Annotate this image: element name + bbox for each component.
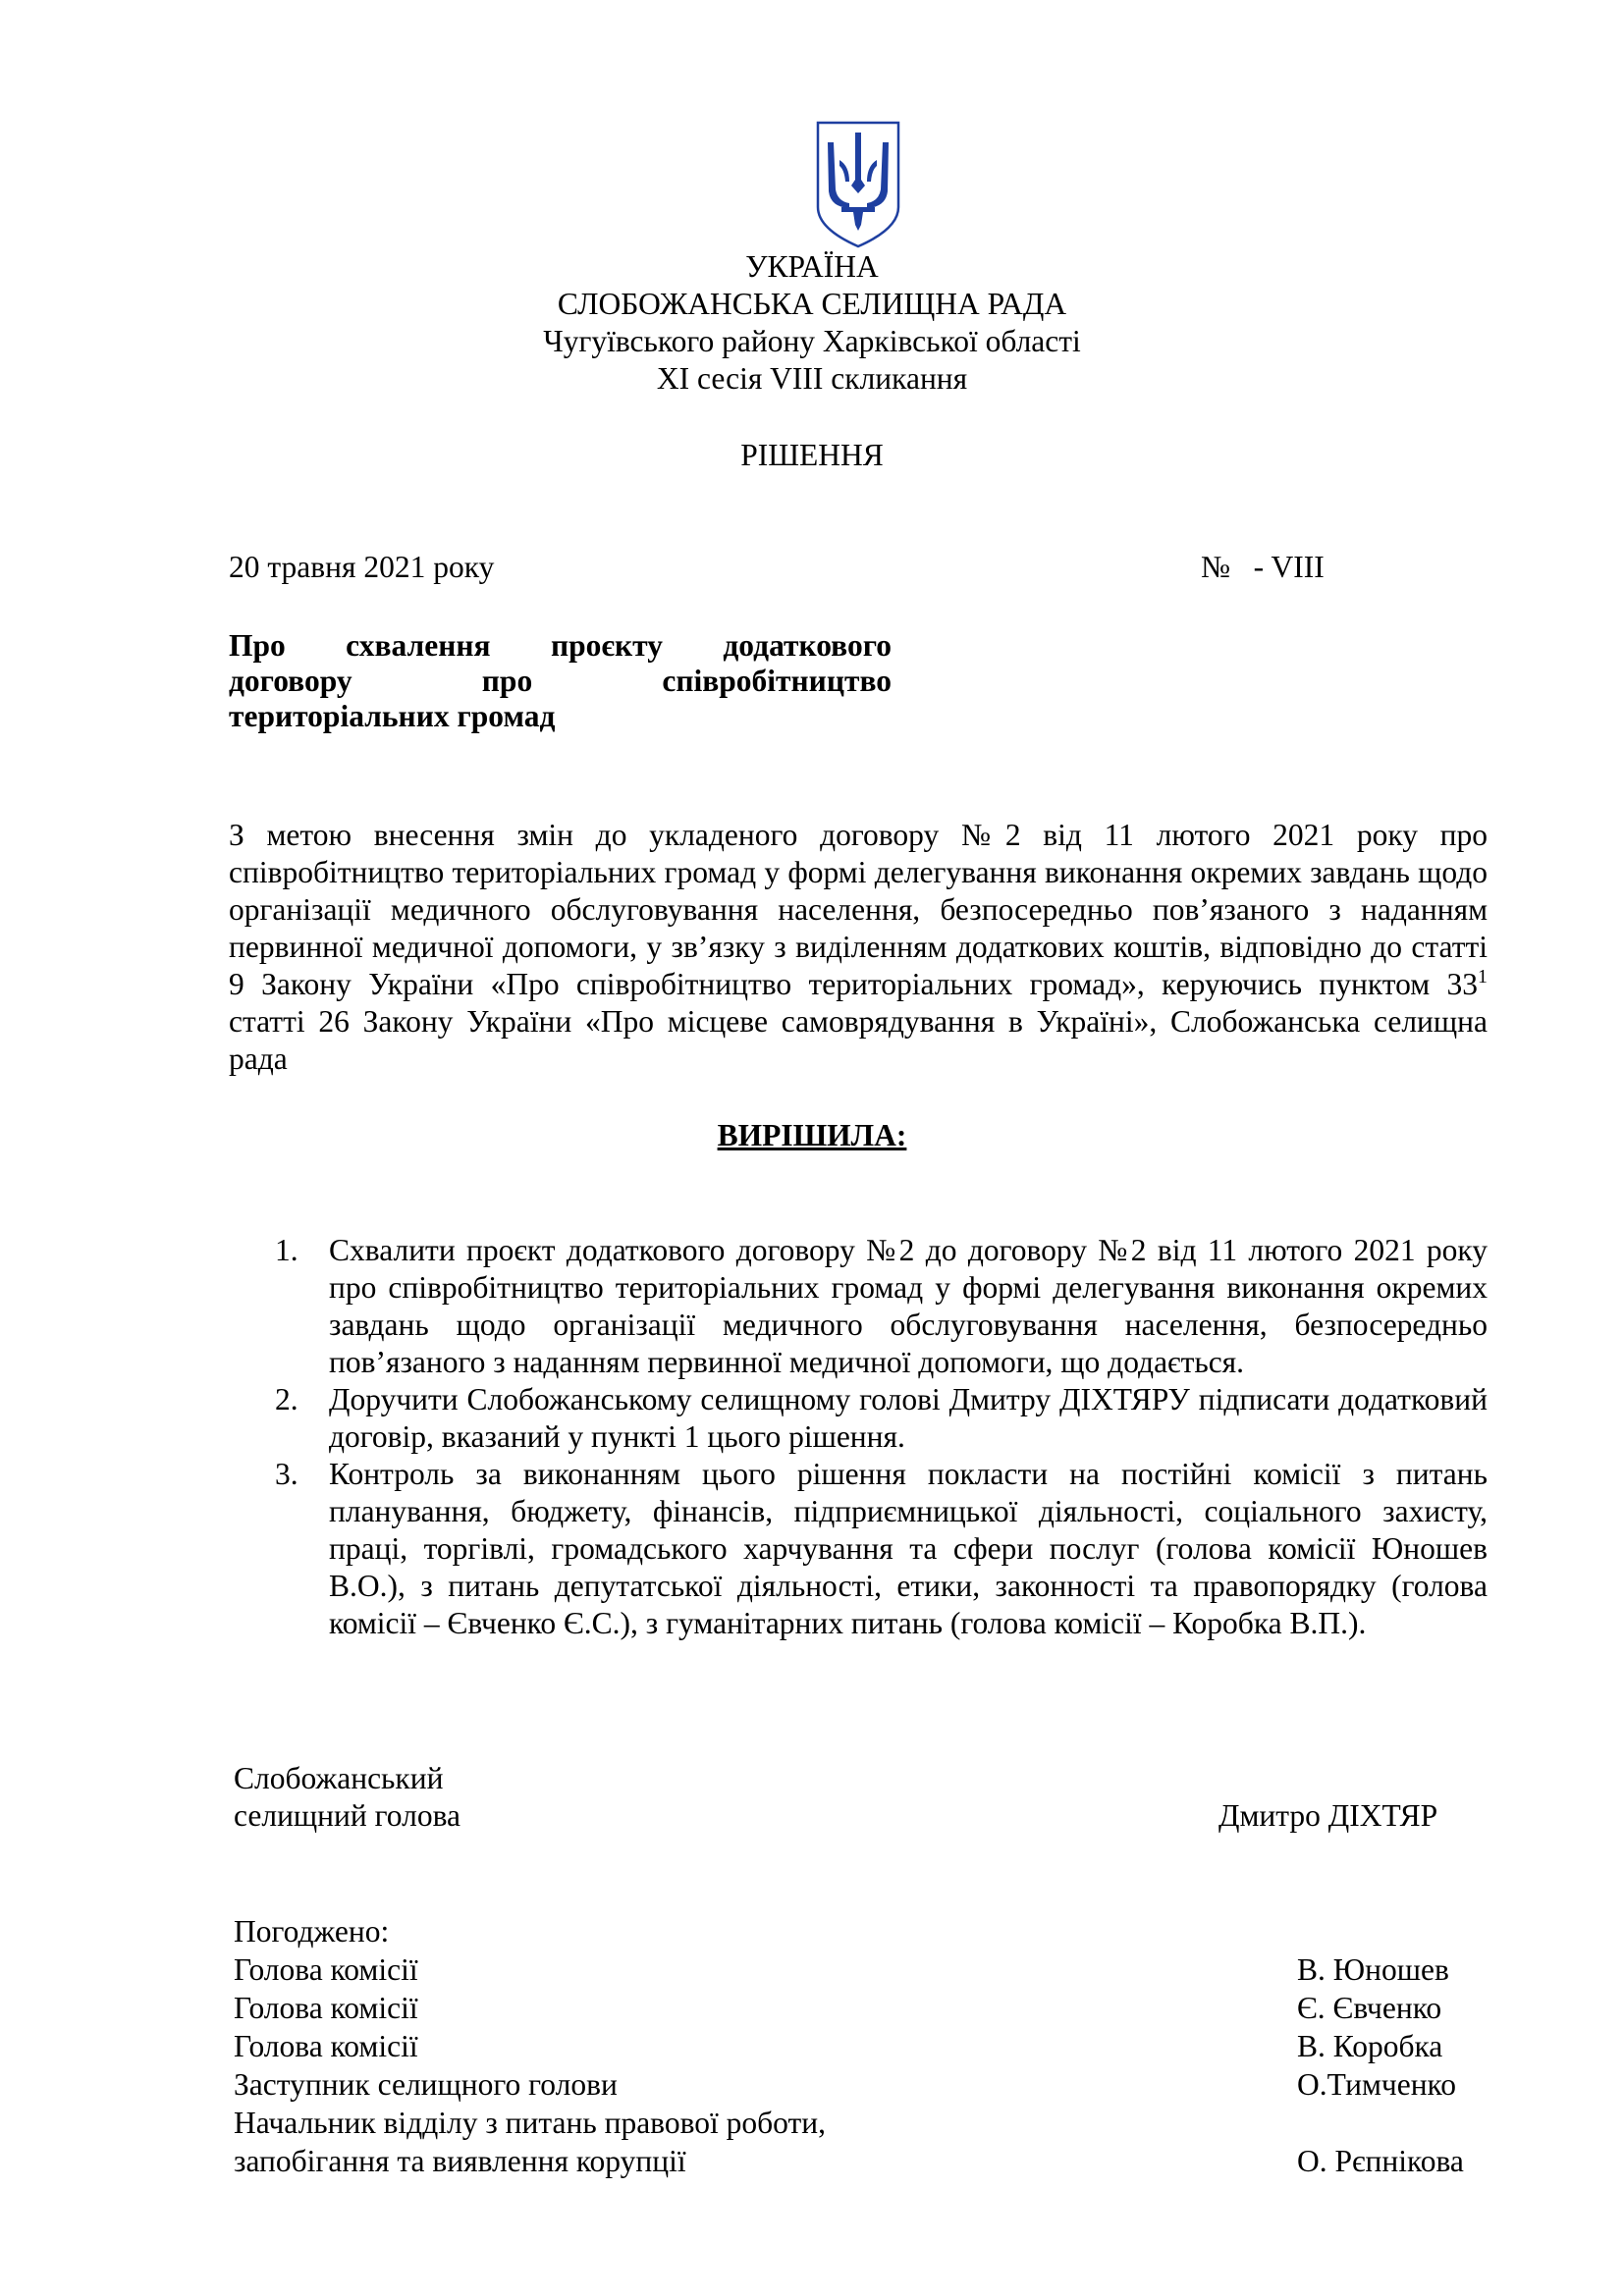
list-item: [275, 1232, 1488, 1381]
decision-subject: [229, 628, 892, 734]
preamble-paragraph: [229, 817, 1488, 1078]
document-header: [0, 248, 1624, 398]
approver-name: О.Тимченко: [1297, 2067, 1457, 2102]
item-number: 2.: [275, 1382, 298, 1416]
district-name: Чугуївського району Харківської області: [543, 324, 1081, 358]
approval-heading: Погоджено:: [234, 1914, 390, 1949]
approver-name: В. Юношев: [1297, 1952, 1449, 1987]
signatory-title-line: селищний голова: [234, 1798, 461, 1833]
approver-position: Начальник відділу з питань правової роботи,: [234, 2106, 826, 2140]
subject-line: територіальних громад: [229, 699, 556, 733]
approval-block: [234, 1912, 1510, 2180]
approver-position: Голова комісії: [234, 2029, 418, 2063]
approval-row: [234, 2142, 1510, 2180]
approver-name: Є. Євченко: [1297, 1991, 1442, 2025]
country-name: УКРАЇНА: [745, 249, 879, 284]
preamble-text: статті 26 Закону України «Про місцеве самоврядування в Україні», Слобожанська селищна рада: [229, 1004, 1488, 1076]
list-item: [275, 1381, 1488, 1456]
council-name: СЛОБОЖАНСЬКА СЕЛИЩНА РАДА: [557, 287, 1067, 321]
signatory-title: [234, 1760, 460, 1835]
decision-number: № - VIII: [1201, 550, 1325, 584]
item-text: Доручити Слобожанському селищному голові Дмитру ДІХТЯРУ підписати додатковий договір, вказаний у пункті 1 цього рішення.: [329, 1382, 1488, 1454]
superscript: 1: [1478, 966, 1488, 988]
item-number: 3.: [275, 1457, 298, 1491]
approver-position: Заступник селищного голови: [234, 2067, 618, 2102]
approval-row: [234, 2065, 1510, 2104]
approver-position: Голова комісії: [234, 1991, 418, 2025]
approver-name: В. Коробка: [1297, 2029, 1443, 2063]
approver-position: Голова комісії: [234, 1952, 418, 1987]
session-info: XI сесія VIII скликання: [656, 361, 968, 396]
approval-row: [234, 2104, 1510, 2142]
approval-heading-row: [234, 1912, 1510, 1950]
preamble-text: З метою внесення змін до укладеного договору №2 від 11 лютого 2021 року про співробітництво територіальних громад у формі делегування виконання окремих завдань щодо організації медичного обслуговування населення, безпосередньо пов’язаного з наданням первинної медичної допомоги, у зв’язку з виділенням додаткових коштів, відповідно до статті 9 Закону України «Про співробітництво територіальних громад», керуючись пунктом 33: [229, 818, 1488, 1001]
document-type: РІШЕННЯ: [740, 438, 884, 472]
signatory-name: Дмитро ДІХТЯР: [1218, 1798, 1438, 1833]
subject-line: Про схвалення проєкту додаткового: [229, 628, 892, 663]
coat-of-arms-icon: [814, 121, 902, 248]
decision-items: [275, 1232, 1488, 1642]
decision-date: 20 травня 2021 року: [229, 550, 495, 584]
item-text: Контроль за виконанням цього рішення покласти на постійні комісії з питань планування, бюджету, фінансів, підприємницької діяльності, соціального захисту, праці, торгівлі, громадського харчування та сфери послуг (голова комісії Юношев В.О.), з питань депутатської діяльності, етики, законності та правопорядку (голова комісії – Євченко Є.С.), з гуманітарних питань (голова комісії – Коробка В.П.).: [329, 1457, 1488, 1640]
item-number: 1.: [275, 1233, 298, 1267]
signatory-title-line: Слобожанський: [234, 1761, 444, 1795]
subject-line: договору про співробітництво: [229, 664, 892, 698]
list-item: [275, 1456, 1488, 1642]
resolved-heading: ВИРІШИЛА:: [717, 1118, 907, 1152]
item-text: Схвалити проєкт додаткового договору №2 до договору №2 від 11 лютого 2021 року про співробітництво територіальних громад у формі делегування виконання окремих завдань щодо організації медичного обслуговування населення, безпосередньо пов’язаного з наданням первинної медичної допомоги, що додається.: [329, 1233, 1488, 1379]
approval-row: [234, 2027, 1510, 2065]
approval-row: [234, 1989, 1510, 2027]
approver-position: запобігання та виявлення корупції: [234, 2144, 686, 2178]
approver-name: О. Рєпнікова: [1297, 2144, 1464, 2178]
approval-row: [234, 1950, 1510, 1989]
